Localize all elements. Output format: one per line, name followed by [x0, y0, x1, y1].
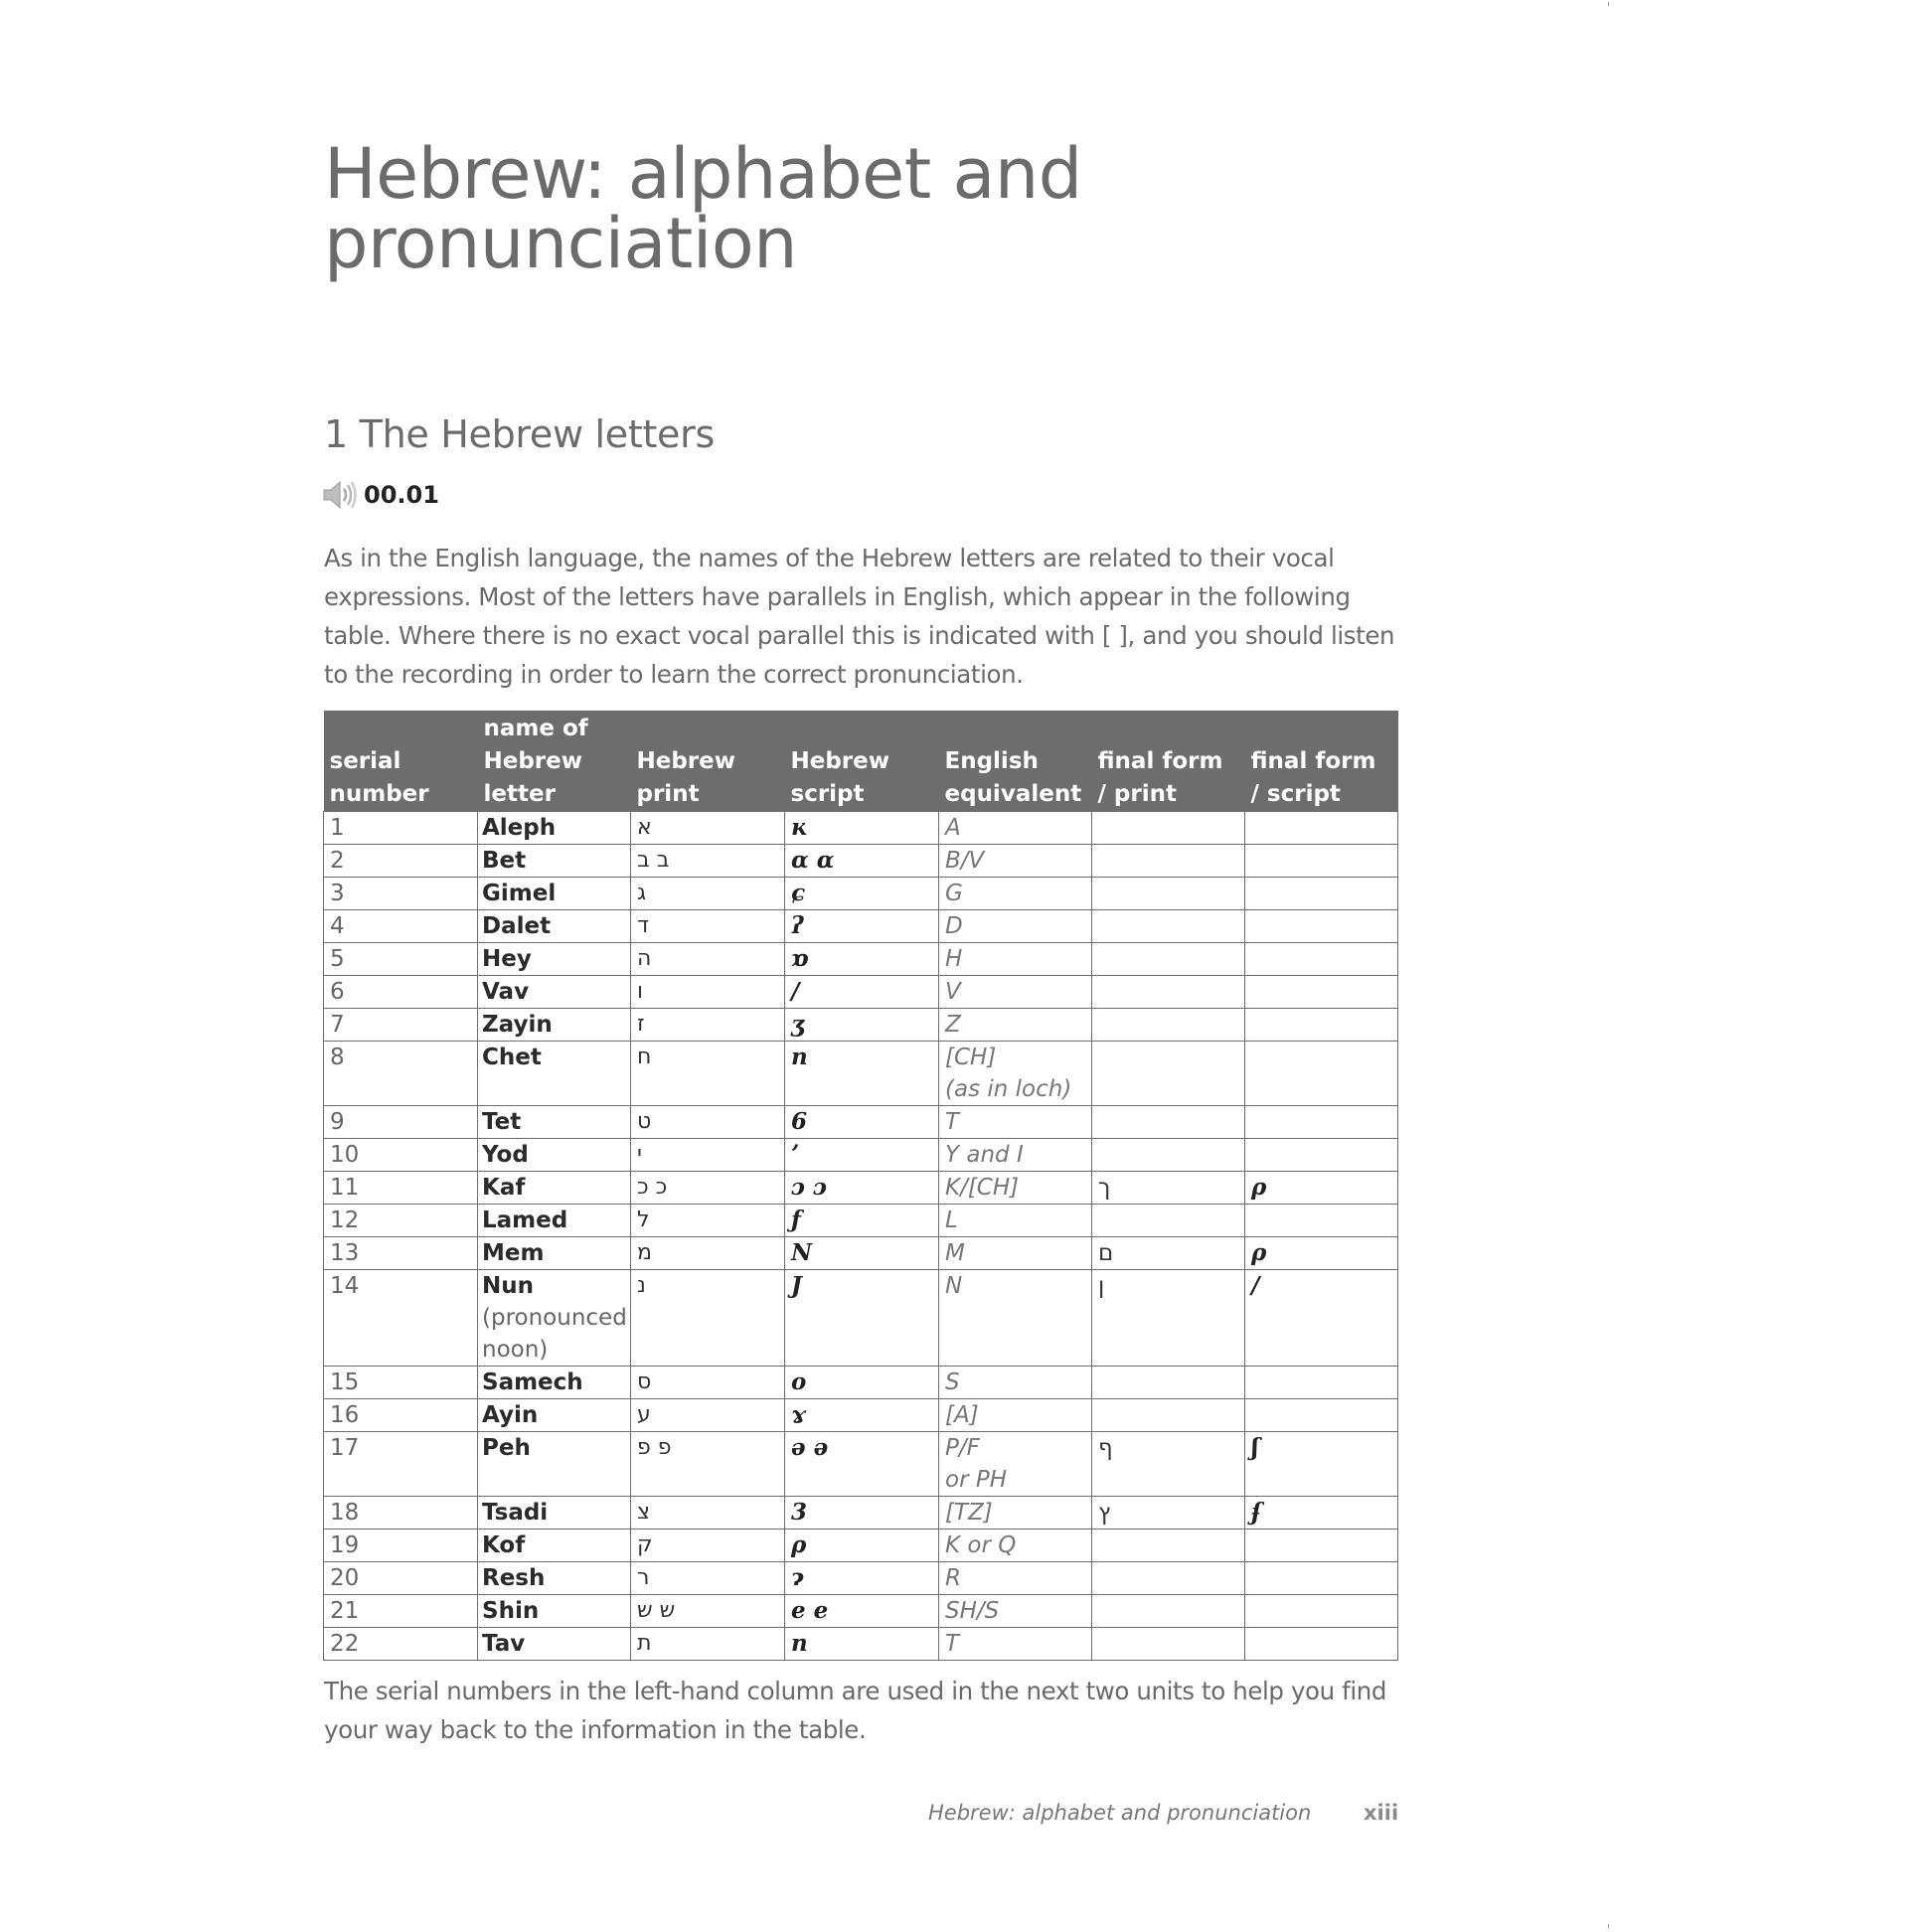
cell-english-equivalent	[939, 1595, 1092, 1628]
cell-english-equivalent	[939, 1172, 1092, 1205]
cell-serial: 20	[324, 1562, 478, 1595]
col-header-final-script: final form / script	[1245, 711, 1398, 812]
letter-name: Hey	[482, 946, 532, 972]
cell-final-script: ρ	[1245, 1237, 1398, 1270]
cell-final-print	[1092, 1205, 1245, 1237]
page-title: Hebrew: alphabet and pronunciation	[324, 133, 1082, 284]
cell-final-script	[1245, 1042, 1398, 1106]
hebrew-letters-table	[323, 711, 1398, 1661]
cell-letter-name	[478, 1106, 631, 1139]
cell-hebrew-script: ɤ	[785, 1399, 939, 1432]
intro-paragraph: As in the English language, the names of the Hebrew letters are related to their vocal expressions. Most of the letters have parallels in English, which appear in the following table. Where there is no exact vocal parallel this is indicated with [ ], and you should listen to the recording in order to learn the correct pronunciation.	[324, 544, 1395, 689]
letter-name: Gimel	[482, 881, 557, 906]
col-header-print: Hebrew print	[631, 711, 785, 812]
cell-english-equivalent	[939, 1042, 1092, 1106]
audio-track-row[interactable]	[322, 477, 439, 513]
cell-final-script: ʃ	[1245, 1432, 1398, 1497]
cell-final-print	[1092, 910, 1245, 943]
cell-letter-name	[478, 943, 631, 976]
cell-final-print	[1092, 1399, 1245, 1432]
cell-final-print	[1092, 1139, 1245, 1172]
col-header-english: English equivalent	[939, 711, 1092, 812]
cell-final-script: ρ	[1245, 1172, 1398, 1205]
cell-hebrew-script: ɕ	[785, 878, 939, 910]
footer-running-head: Hebrew: alphabet and pronunciation	[928, 1801, 1312, 1825]
cell-hebrew-print: צ	[631, 1497, 785, 1530]
cell-english-equivalent	[939, 1139, 1092, 1172]
cell-hebrew-print: ג	[631, 878, 785, 910]
cell-hebrew-print: נ	[631, 1270, 785, 1367]
english-equivalent: V	[945, 979, 961, 1005]
cell-hebrew-script: ĸ	[785, 812, 939, 845]
cell-final-print: ן	[1092, 1270, 1245, 1367]
table-row	[324, 910, 1398, 943]
cell-final-script	[1245, 1530, 1398, 1562]
cell-final-script	[1245, 1205, 1398, 1237]
cell-hebrew-script: o	[785, 1367, 939, 1399]
cell-final-script	[1245, 1139, 1398, 1172]
english-equivalent: Y and I	[945, 1142, 1024, 1168]
cell-english-equivalent	[939, 1399, 1092, 1432]
cell-final-print	[1092, 1106, 1245, 1139]
letter-name: Tsadi	[482, 1500, 549, 1526]
cell-serial: 19	[324, 1530, 478, 1562]
cell-final-print	[1092, 1042, 1245, 1106]
english-equivalent: R	[945, 1565, 961, 1591]
english-equivalent: Z	[945, 1012, 961, 1038]
cell-serial: 8	[324, 1042, 478, 1106]
cell-serial: 6	[324, 976, 478, 1009]
cell-final-script	[1245, 910, 1398, 943]
cell-english-equivalent	[939, 1628, 1092, 1661]
cell-serial: 17	[324, 1432, 478, 1497]
table-row	[324, 1367, 1398, 1399]
cell-letter-name	[478, 1432, 631, 1497]
table-row	[324, 1530, 1398, 1562]
cell-final-print	[1092, 1628, 1245, 1661]
letter-name: Mem	[482, 1240, 545, 1266]
cell-letter-name	[478, 1367, 631, 1399]
cell-hebrew-script: /	[785, 976, 939, 1009]
letter-name: Samech	[482, 1369, 583, 1395]
english-equivalent: P/F	[945, 1435, 980, 1461]
table-row	[324, 1562, 1398, 1595]
english-equivalent: H	[945, 946, 963, 972]
cell-hebrew-print: ס	[631, 1367, 785, 1399]
cell-hebrew-script: e e	[785, 1595, 939, 1628]
col-header-serial: serial number	[324, 711, 478, 812]
letter-name: Dalet	[482, 913, 552, 939]
cell-final-script	[1245, 878, 1398, 910]
table-row	[324, 976, 1398, 1009]
cell-hebrew-print: ת	[631, 1628, 785, 1661]
cell-serial: 14	[324, 1270, 478, 1367]
cell-letter-name	[478, 845, 631, 878]
table-body	[324, 812, 1398, 1661]
letter-name: Shin	[482, 1598, 540, 1624]
cell-english-equivalent	[939, 878, 1092, 910]
cell-hebrew-print: ז	[631, 1009, 785, 1042]
english-equivalent: B/V	[945, 848, 985, 874]
table-row	[324, 1106, 1398, 1139]
letter-name: Yod	[482, 1142, 529, 1168]
table-row	[324, 1172, 1398, 1205]
letter-name: Vav	[482, 979, 530, 1005]
cell-final-script	[1245, 1628, 1398, 1661]
cell-english-equivalent	[939, 1205, 1092, 1237]
letter-name: Kof	[482, 1532, 526, 1558]
cell-english-equivalent	[939, 812, 1092, 845]
col-header-name: name of Hebrew letter	[478, 711, 631, 812]
cell-english-equivalent	[939, 1270, 1092, 1367]
table-row	[324, 1497, 1398, 1530]
table-header-row	[324, 711, 1398, 812]
cell-hebrew-print: ו	[631, 976, 785, 1009]
cell-final-print	[1092, 845, 1245, 878]
cell-hebrew-script: n	[785, 1042, 939, 1106]
english-equivalent: K or Q	[945, 1532, 1017, 1558]
cell-english-equivalent	[939, 845, 1092, 878]
letter-name: Ayin	[482, 1402, 539, 1428]
english-equivalent: SH/S	[945, 1598, 1000, 1624]
table-row	[324, 878, 1398, 910]
cell-hebrew-script: ə ə	[785, 1432, 939, 1497]
letter-name: Tet	[482, 1109, 522, 1135]
cell-letter-name	[478, 1628, 631, 1661]
cell-hebrew-print: א	[631, 812, 785, 845]
cell-letter-name	[478, 1237, 631, 1270]
cell-hebrew-script: 6	[785, 1106, 939, 1139]
letter-name: Tav	[482, 1631, 526, 1657]
cell-serial: 18	[324, 1497, 478, 1530]
cell-english-equivalent	[939, 1009, 1092, 1042]
cell-serial: 11	[324, 1172, 478, 1205]
cell-hebrew-script: ɔ ɔ	[785, 1172, 939, 1205]
table-row	[324, 1205, 1398, 1237]
cell-serial: 10	[324, 1139, 478, 1172]
cell-english-equivalent	[939, 943, 1092, 976]
cell-letter-name	[478, 1270, 631, 1367]
cell-final-print	[1092, 1009, 1245, 1042]
cell-english-equivalent	[939, 1432, 1092, 1497]
english-equivalent: T	[945, 1109, 960, 1135]
letter-name-note: (pronounced noon)	[482, 1305, 627, 1363]
cell-final-print	[1092, 943, 1245, 976]
cell-serial: 7	[324, 1009, 478, 1042]
cell-final-script	[1245, 845, 1398, 878]
english-equivalent: L	[945, 1208, 958, 1233]
cell-final-print	[1092, 976, 1245, 1009]
cell-letter-name	[478, 1042, 631, 1106]
cell-hebrew-script: n	[785, 1628, 939, 1661]
cell-final-print	[1092, 1367, 1245, 1399]
cell-hebrew-print: ב ב	[631, 845, 785, 878]
col-header-script: Hebrew script	[785, 711, 939, 812]
cell-final-print	[1092, 812, 1245, 845]
cell-letter-name	[478, 1399, 631, 1432]
english-equivalent: D	[945, 913, 963, 939]
english-equivalent: [TZ]	[945, 1500, 993, 1526]
cell-serial: 12	[324, 1205, 478, 1237]
cell-serial: 1	[324, 812, 478, 845]
cell-letter-name	[478, 878, 631, 910]
cell-hebrew-print: ה	[631, 943, 785, 976]
table-row	[324, 812, 1398, 845]
letter-name: Aleph	[482, 815, 557, 841]
cell-serial: 9	[324, 1106, 478, 1139]
cell-hebrew-print: י	[631, 1139, 785, 1172]
cell-final-print: ף	[1092, 1432, 1245, 1497]
cell-hebrew-print: ט	[631, 1106, 785, 1139]
cell-serial: 4	[324, 910, 478, 943]
audio-track-number: 00.01	[364, 481, 439, 509]
english-equivalent-note: (as in loch)	[945, 1076, 1072, 1102]
cell-serial: 16	[324, 1399, 478, 1432]
letter-name: Peh	[482, 1435, 531, 1461]
cell-english-equivalent	[939, 1237, 1092, 1270]
cell-final-script: ʄ	[1245, 1497, 1398, 1530]
cell-english-equivalent	[939, 910, 1092, 943]
table-row	[324, 1628, 1398, 1661]
cell-hebrew-print: מ	[631, 1237, 785, 1270]
cell-hebrew-print: ר	[631, 1562, 785, 1595]
cell-hebrew-print: כ כ	[631, 1172, 785, 1205]
crop-mark-bottom	[1608, 1924, 1609, 1928]
table-row	[324, 1009, 1398, 1042]
col-header-final-print: final form / print	[1092, 711, 1245, 812]
cell-final-script	[1245, 812, 1398, 845]
cell-letter-name	[478, 1595, 631, 1628]
cell-english-equivalent	[939, 1530, 1092, 1562]
cell-final-script	[1245, 1595, 1398, 1628]
cell-final-script: /	[1245, 1270, 1398, 1367]
speaker-icon	[322, 478, 358, 512]
table-row	[324, 943, 1398, 976]
footer-page-number: xiii	[1364, 1801, 1399, 1825]
english-equivalent: G	[945, 881, 963, 906]
cell-hebrew-script: ʒ	[785, 1009, 939, 1042]
cell-final-print: ך	[1092, 1172, 1245, 1205]
english-equivalent-note: or PH	[945, 1467, 1008, 1493]
cell-hebrew-script: ƒ	[785, 1205, 939, 1237]
cell-final-print	[1092, 878, 1245, 910]
cell-final-print: ץ	[1092, 1497, 1245, 1530]
cell-letter-name	[478, 812, 631, 845]
cell-letter-name	[478, 1139, 631, 1172]
letter-name: Bet	[482, 848, 527, 874]
cell-serial: 13	[324, 1237, 478, 1270]
table-row	[324, 1595, 1398, 1628]
cell-hebrew-script: ɂ	[785, 1562, 939, 1595]
cell-letter-name	[478, 976, 631, 1009]
letter-name: Zayin	[482, 1012, 553, 1038]
english-equivalent: T	[945, 1631, 960, 1657]
cell-hebrew-print: ח	[631, 1042, 785, 1106]
crop-mark-top	[1608, 2, 1609, 6]
cell-final-script	[1245, 1106, 1398, 1139]
cell-letter-name	[478, 1497, 631, 1530]
english-equivalent: M	[945, 1240, 965, 1266]
cell-letter-name	[478, 1205, 631, 1237]
letter-name: Lamed	[482, 1208, 568, 1233]
cell-final-script	[1245, 1367, 1398, 1399]
table-row	[324, 1042, 1398, 1106]
cell-hebrew-script: ʼ	[785, 1139, 939, 1172]
table-row	[324, 1270, 1398, 1367]
cell-english-equivalent	[939, 976, 1092, 1009]
outro-paragraph: The serial numbers in the left-hand column are used in the next two units to help you find your way back to the information in the table.	[324, 1677, 1387, 1744]
cell-hebrew-print: ד	[631, 910, 785, 943]
cell-english-equivalent	[939, 1367, 1092, 1399]
cell-english-equivalent	[939, 1106, 1092, 1139]
cell-letter-name	[478, 1172, 631, 1205]
cell-hebrew-script: ρ	[785, 1530, 939, 1562]
cell-final-script	[1245, 1562, 1398, 1595]
cell-hebrew-script: 3	[785, 1497, 939, 1530]
cell-hebrew-print: ק	[631, 1530, 785, 1562]
cell-english-equivalent	[939, 1497, 1092, 1530]
cell-hebrew-script: J	[785, 1270, 939, 1367]
cell-letter-name	[478, 1562, 631, 1595]
cell-final-script	[1245, 943, 1398, 976]
letter-name: Nun	[482, 1273, 534, 1299]
cell-hebrew-print: פ פ	[631, 1432, 785, 1497]
cell-letter-name	[478, 1530, 631, 1562]
table-row	[324, 1432, 1398, 1497]
english-equivalent: S	[945, 1369, 960, 1395]
cell-hebrew-print: ע	[631, 1399, 785, 1432]
cell-hebrew-script: ɑ ɑ	[785, 845, 939, 878]
cell-hebrew-script: N	[785, 1237, 939, 1270]
cell-serial: 15	[324, 1367, 478, 1399]
cell-hebrew-print: ל	[631, 1205, 785, 1237]
cell-final-script	[1245, 976, 1398, 1009]
table-row	[324, 1237, 1398, 1270]
cell-serial: 3	[324, 878, 478, 910]
cell-final-print	[1092, 1562, 1245, 1595]
cell-final-print	[1092, 1530, 1245, 1562]
cell-english-equivalent	[939, 1562, 1092, 1595]
cell-hebrew-script: ʔ	[785, 910, 939, 943]
english-equivalent: K/[CH]	[945, 1175, 1020, 1201]
cell-letter-name	[478, 910, 631, 943]
cell-serial: 22	[324, 1628, 478, 1661]
cell-final-print	[1092, 1595, 1245, 1628]
cell-serial: 2	[324, 845, 478, 878]
cell-final-script	[1245, 1009, 1398, 1042]
cell-final-script	[1245, 1399, 1398, 1432]
cell-serial: 21	[324, 1595, 478, 1628]
english-equivalent: A	[945, 815, 961, 841]
letter-name: Kaf	[482, 1175, 526, 1201]
letter-name: Chet	[482, 1045, 542, 1070]
letter-name: Resh	[482, 1565, 546, 1591]
cell-hebrew-script: ɒ	[785, 943, 939, 976]
section-title: 1 The Hebrew letters	[324, 412, 715, 456]
cell-serial: 5	[324, 943, 478, 976]
english-equivalent: N	[945, 1273, 963, 1299]
table-row	[324, 845, 1398, 878]
english-equivalent: [CH]	[945, 1045, 997, 1070]
english-equivalent: [A]	[945, 1402, 979, 1428]
cell-final-print: ם	[1092, 1237, 1245, 1270]
cell-hebrew-print: ש ש	[631, 1595, 785, 1628]
table-row	[324, 1139, 1398, 1172]
table-row	[324, 1399, 1398, 1432]
cell-letter-name	[478, 1009, 631, 1042]
